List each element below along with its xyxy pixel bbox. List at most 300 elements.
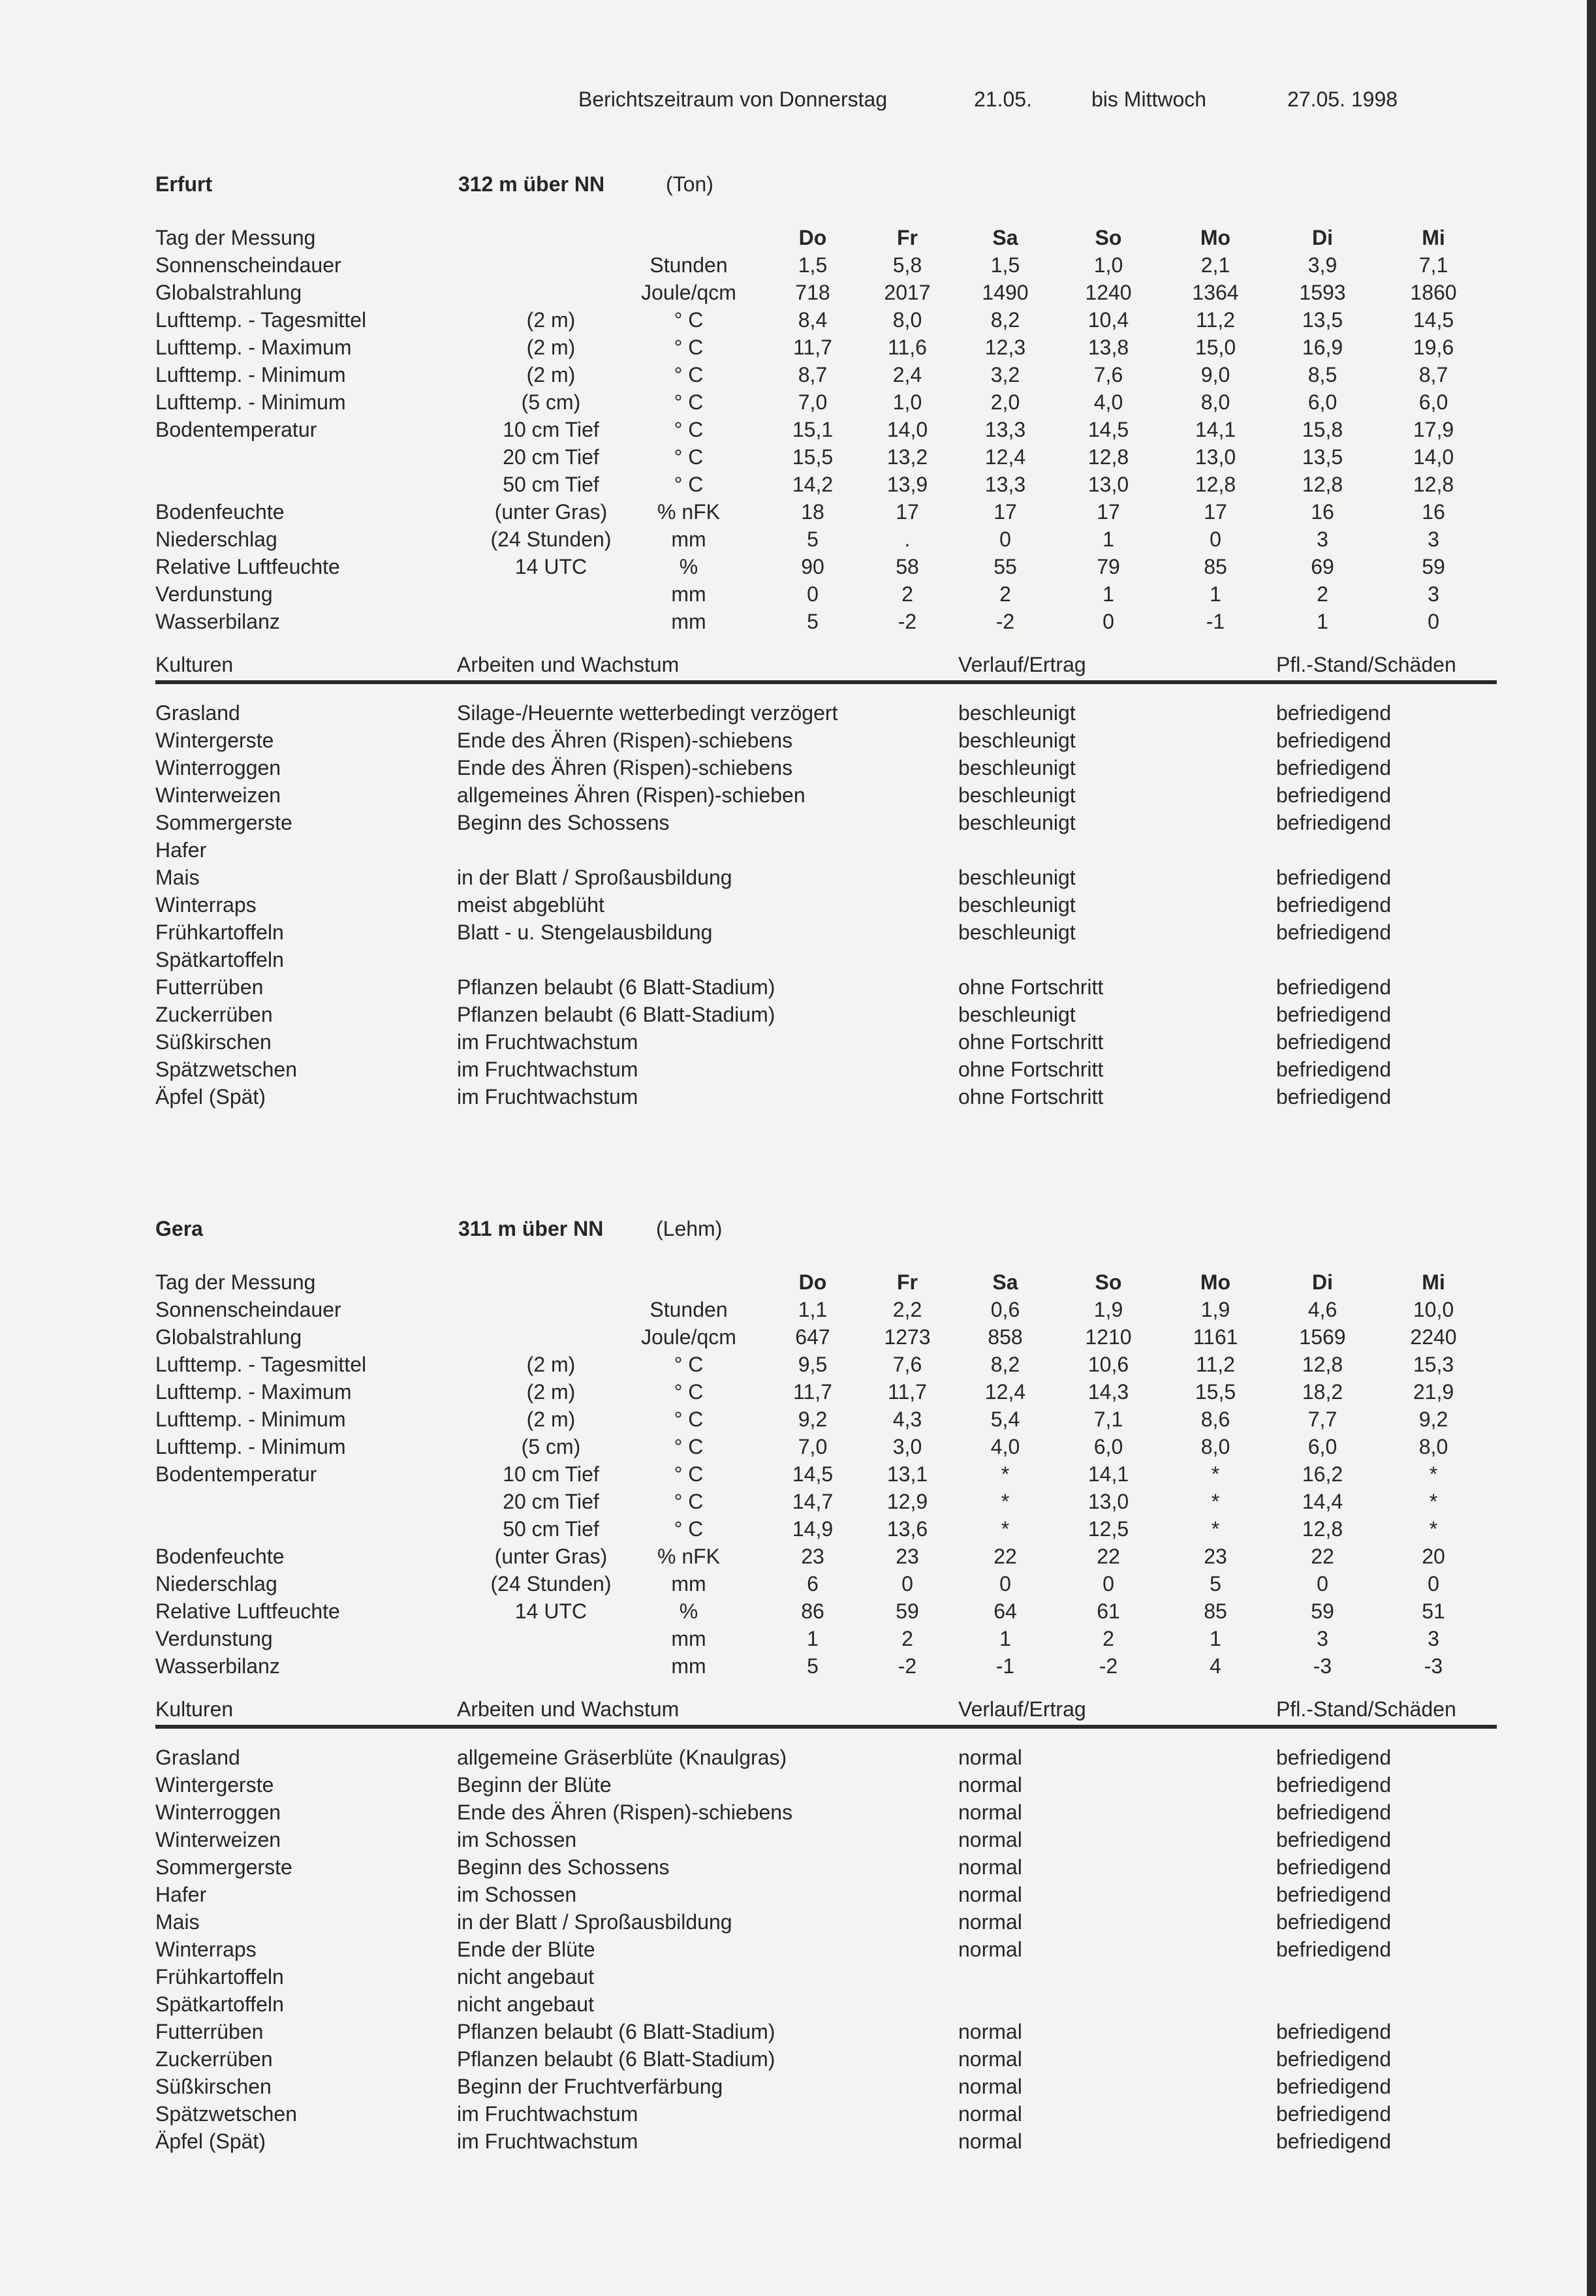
crop-name: Spätzwetschen [155, 1058, 298, 1081]
day-header: Mo [1200, 1270, 1231, 1294]
measure-label: Verdunstung [155, 582, 273, 606]
measure-unit: % [679, 1599, 698, 1623]
crop-name: Süßkirschen [155, 2075, 272, 2098]
measure-value: 1,5 [798, 253, 828, 277]
crop-work: im Schossen [457, 1828, 577, 1851]
measure-value: 12,5 [1087, 1517, 1129, 1541]
measure-value: 9,0 [1200, 363, 1230, 386]
measure-value: 1,9 [1093, 1298, 1123, 1321]
measure-label: Bodentemperatur [155, 418, 317, 441]
crop-name: Spätzwetschen [155, 2102, 298, 2126]
measure-value: 11,7 [793, 336, 832, 359]
measure-value: 6,0 [1307, 390, 1338, 414]
measure-value: 59 [896, 1599, 919, 1623]
measure-value: 10,6 [1087, 1353, 1129, 1376]
measure-value: 8,4 [798, 308, 828, 332]
crop-course: ohne Fortschritt [958, 1030, 1104, 1054]
measure-value: 14,4 [1302, 1490, 1343, 1513]
measure-label: Lufttemp. - Minimum [155, 1435, 346, 1458]
measure-value: -3 [1313, 1654, 1332, 1678]
measure-label: Bodenfeuchte [155, 500, 285, 524]
crop-name: Mais [155, 866, 200, 889]
crop-name: Winterweizen [155, 1828, 281, 1851]
measure-value: 90 [801, 555, 824, 578]
measure-value: 11,2 [1196, 308, 1235, 332]
measure-value: 17 [896, 500, 919, 524]
crop-name: Äpfel (Spät) [155, 2130, 266, 2153]
crop-work: Ende des Ähren (Rispen)-schiebens [457, 756, 793, 779]
measure-value: 12,8 [1302, 1353, 1343, 1376]
measure-unit: mm [671, 1654, 706, 1678]
measure-label: Wasserbilanz [155, 1654, 280, 1678]
crops-header-arbeiten: Arbeiten und Wachstum [457, 653, 680, 676]
measure-value: 13,5 [1302, 445, 1343, 469]
measure-value: 13,0 [1087, 1490, 1129, 1513]
crop-name: Zuckerrüben [155, 2047, 273, 2071]
measure-label: Tag der Messung [155, 226, 316, 249]
day-header: Sa [992, 226, 1018, 249]
crop-work: im Fruchtwachstum [457, 1085, 638, 1109]
crop-work: in der Blatt / Sproßausbildung [457, 1910, 732, 1934]
measure-value: 5 [1210, 1572, 1221, 1596]
day-header: Di [1312, 1270, 1333, 1294]
crop-name: Winterweizen [155, 783, 281, 807]
crop-name: Frühkartoffeln [155, 920, 284, 944]
crop-work: nicht angebaut [457, 1992, 594, 2016]
measure-value: 16 [1311, 500, 1334, 524]
measure-value: 18 [801, 500, 824, 524]
measure-value: 1 [1210, 1627, 1221, 1650]
measure-value: 7,1 [1418, 253, 1448, 277]
measure-value: * [1429, 1517, 1438, 1541]
measure-unit: mm [671, 610, 706, 633]
measure-label: Tag der Messung [155, 1270, 316, 1294]
crop-course: beschleunigt [958, 756, 1076, 779]
measure-label: Globalstrahlung [155, 281, 302, 304]
measure-value: 0,6 [990, 1298, 1020, 1321]
crop-state: befriedigend [1276, 756, 1392, 779]
measure-value: 3 [1428, 1627, 1439, 1650]
measure-value: 14,9 [792, 1517, 834, 1541]
measure-value: 1 [1317, 610, 1328, 633]
measure-value: 10,0 [1413, 1298, 1454, 1321]
measure-value: 9,2 [798, 1407, 828, 1431]
crop-work: allgemeines Ähren (Rispen)-schieben [457, 783, 806, 807]
measure-value: 1 [1103, 527, 1114, 551]
measure-unit: ° C [674, 1517, 704, 1541]
measure-value: 8,2 [990, 1353, 1020, 1376]
measure-value: * [1001, 1490, 1010, 1513]
measure-spec: 14 UTC [514, 555, 587, 578]
measure-label: Verdunstung [155, 1627, 273, 1650]
station-altitude: 311 m über NN [458, 1217, 604, 1240]
measure-value: 12,8 [1413, 473, 1454, 496]
measure-value: 1210 [1085, 1325, 1132, 1349]
day-header: Mo [1200, 226, 1231, 249]
crop-course: normal [958, 1938, 1022, 1961]
day-header: Sa [992, 1270, 1018, 1294]
measure-value: 11,2 [1196, 1353, 1235, 1376]
day-header: Do [798, 1270, 827, 1294]
section-divider [155, 1725, 1497, 1729]
crop-state: befriedigend [1276, 1801, 1392, 1824]
crop-state: befriedigend [1276, 1030, 1392, 1054]
measure-value: 858 [988, 1325, 1023, 1349]
crop-name: Frühkartoffeln [155, 1965, 284, 1989]
day-header: Mi [1422, 226, 1445, 249]
measure-value: -2 [898, 610, 917, 633]
crop-state: befriedigend [1276, 2075, 1392, 2098]
measure-value: 22 [1097, 1545, 1120, 1568]
measure-value: * [1001, 1517, 1010, 1541]
measure-value: 12,8 [1302, 1517, 1343, 1541]
measure-value: 16,9 [1302, 336, 1343, 359]
measure-value: 2017 [884, 281, 931, 304]
station-soil: (Ton) [666, 172, 713, 196]
crop-state: befriedigend [1276, 811, 1392, 834]
measure-unit: mm [671, 1572, 706, 1596]
measure-spec: (2 m) [526, 336, 576, 359]
crop-course: beschleunigt [958, 783, 1076, 807]
report-period-to-label: bis Mittwoch [1091, 87, 1207, 111]
measure-value: 13,0 [1195, 445, 1236, 469]
measure-value: 21,9 [1413, 1380, 1454, 1404]
section-divider [155, 680, 1497, 684]
measure-spec: (2 m) [526, 308, 576, 332]
measure-value: 0 [807, 582, 819, 606]
crop-work: in der Blatt / Sproßausbildung [457, 866, 732, 889]
measure-value: 23 [801, 1545, 824, 1568]
measure-value: 51 [1422, 1599, 1445, 1623]
measure-value: 0 [999, 1572, 1011, 1596]
crop-course: normal [958, 1910, 1022, 1934]
measure-value: 2,1 [1200, 253, 1230, 277]
measure-value: * [1211, 1517, 1220, 1541]
crop-name: Futterrüben [155, 975, 264, 999]
measure-label: Niederschlag [155, 527, 277, 551]
crop-state: befriedigend [1276, 1828, 1392, 1851]
measure-value: 15,5 [1195, 1380, 1236, 1404]
measure-value: 5 [807, 610, 819, 633]
measure-value: * [1429, 1490, 1438, 1513]
measure-unit: ° C [674, 336, 704, 359]
measure-value: 23 [1204, 1545, 1227, 1568]
measure-value: 4 [1210, 1654, 1221, 1678]
crop-name: Sommergerste [155, 811, 292, 834]
measure-value: 11,7 [888, 1380, 927, 1404]
measure-unit: ° C [674, 418, 704, 441]
measure-value: 19,6 [1413, 336, 1454, 359]
measure-spec: (unter Gras) [494, 1545, 608, 1568]
crops-header-verlauf: Verlauf/Ertrag [958, 653, 1086, 676]
crop-course: normal [958, 1855, 1022, 1879]
crop-state: befriedigend [1276, 2130, 1392, 2153]
measure-value: 12,8 [1302, 473, 1343, 496]
measure-label: Lufttemp. - Minimum [155, 1407, 346, 1431]
day-header: So [1095, 1270, 1122, 1294]
measure-value: 7,0 [798, 390, 828, 414]
measure-unit: ° C [674, 363, 704, 386]
measure-value: 4,3 [892, 1407, 922, 1431]
station-name: Gera [155, 1217, 203, 1240]
measure-value: 14,5 [1413, 308, 1454, 332]
crop-work: Beginn der Blüte [457, 1773, 612, 1797]
crop-work: Pflanzen belaubt (6 Blatt-Stadium) [457, 1003, 775, 1026]
crop-state: befriedigend [1276, 975, 1392, 999]
crop-course: normal [958, 2020, 1022, 2043]
crops-header-stand: Pfl.-Stand/Schäden [1276, 1697, 1456, 1721]
measure-value: 2,4 [892, 363, 922, 386]
measure-value: 647 [795, 1325, 830, 1349]
crops-header-kulturen: Kulturen [155, 653, 234, 676]
crop-name: Spätkartoffeln [155, 1992, 284, 2016]
crop-course: ohne Fortschritt [958, 1058, 1104, 1081]
measure-value: * [1211, 1490, 1220, 1513]
measure-label: Relative Luftfeuchte [155, 1599, 340, 1623]
measure-value: 16 [1422, 500, 1445, 524]
measure-value: 8,7 [798, 363, 828, 386]
crop-state: befriedigend [1276, 893, 1392, 917]
measure-value: 6 [807, 1572, 819, 1596]
crop-work: Pflanzen belaubt (6 Blatt-Stadium) [457, 2047, 775, 2071]
crop-work: Blatt - u. Stengelausbildung [457, 920, 713, 944]
measure-value: 22 [1311, 1545, 1334, 1568]
measure-value: 4,0 [990, 1435, 1020, 1458]
measure-unit: ° C [674, 1353, 704, 1376]
measure-unit: Joule/qcm [641, 1325, 736, 1349]
measure-unit: ° C [674, 1380, 704, 1404]
measure-unit: Joule/qcm [641, 281, 736, 304]
measure-value: 2 [1103, 1627, 1114, 1650]
measure-value: 5,8 [892, 253, 922, 277]
crop-state: befriedigend [1276, 1910, 1392, 1934]
crop-work: allgemeine Gräserblüte (Knaulgras) [457, 1746, 787, 1769]
measure-spec: 20 cm Tief [503, 445, 599, 469]
crop-course: normal [958, 2130, 1022, 2153]
measure-value: 61 [1097, 1599, 1120, 1623]
measure-value: 3,0 [892, 1435, 922, 1458]
measure-spec: (5 cm) [521, 1435, 581, 1458]
measure-value: 7,7 [1307, 1407, 1338, 1431]
crop-state: befriedigend [1276, 920, 1392, 944]
measure-value: 1,0 [1093, 253, 1123, 277]
measure-value: 14,1 [1087, 1462, 1129, 1486]
measure-value: 13,3 [984, 473, 1026, 496]
measure-value: -2 [995, 610, 1015, 633]
day-header: So [1095, 226, 1122, 249]
measure-value: 6,0 [1418, 390, 1448, 414]
crop-state: befriedigend [1276, 729, 1392, 752]
measure-value: 5,4 [990, 1407, 1020, 1431]
measure-unit: % [679, 555, 698, 578]
measure-value: 17 [994, 500, 1017, 524]
crop-name: Äpfel (Spät) [155, 1085, 266, 1109]
station-name: Erfurt [155, 172, 213, 196]
crop-name: Futterrüben [155, 2020, 264, 2043]
crops-header-kulturen: Kulturen [155, 1697, 234, 1721]
crop-name: Wintergerste [155, 1773, 274, 1797]
measure-value: 12,4 [984, 1380, 1026, 1404]
measure-value: -2 [1099, 1654, 1118, 1678]
measure-unit: % nFK [657, 500, 721, 524]
measure-label: Bodentemperatur [155, 1462, 317, 1486]
crop-work: Silage-/Heuernte wetterbedingt verzögert [457, 701, 838, 725]
day-header: Fr [897, 1270, 918, 1294]
day-header: Do [798, 226, 827, 249]
measure-value: 8,0 [1200, 1435, 1230, 1458]
measure-value: 7,6 [1093, 363, 1123, 386]
crop-work: Ende der Blüte [457, 1938, 595, 1961]
measure-value: 12,4 [984, 445, 1026, 469]
measure-value: 1569 [1299, 1325, 1346, 1349]
crop-course: normal [958, 1828, 1022, 1851]
measure-value: 64 [994, 1599, 1017, 1623]
measure-spec: (2 m) [526, 1380, 576, 1404]
measure-label: Sonnenscheindauer [155, 253, 341, 277]
measure-value: 11,7 [793, 1380, 832, 1404]
measure-value: 2 [901, 582, 913, 606]
measure-value: 55 [994, 555, 1017, 578]
measure-value: 0 [901, 1572, 913, 1596]
report-period-from: 21.05. [974, 87, 1032, 111]
crop-course: ohne Fortschritt [958, 1085, 1104, 1109]
crop-state: befriedigend [1276, 1746, 1392, 1769]
crop-course: beschleunigt [958, 866, 1076, 889]
measure-spec: (24 Stunden) [490, 527, 612, 551]
measure-value: -1 [1206, 610, 1225, 633]
measure-value: 18,2 [1302, 1380, 1343, 1404]
crop-name: Zuckerrüben [155, 1003, 273, 1026]
measure-label: Lufttemp. - Maximum [155, 336, 352, 359]
crop-name: Winterroggen [155, 756, 281, 779]
measure-value: 1 [1103, 582, 1114, 606]
measure-value: 2,0 [990, 390, 1020, 414]
measure-value: 14,2 [792, 473, 834, 496]
crop-name: Winterroggen [155, 1801, 281, 1824]
measure-value: 11,6 [888, 336, 927, 359]
measure-value: 12,8 [1087, 445, 1129, 469]
crop-state: befriedigend [1276, 2047, 1392, 2071]
crop-work: Beginn des Schossens [457, 1855, 670, 1879]
measure-value: 7,6 [892, 1353, 922, 1376]
measure-label: Lufttemp. - Minimum [155, 390, 346, 414]
measure-value: 3 [1317, 1627, 1328, 1650]
measure-value: 0 [1103, 1572, 1114, 1596]
measure-unit: ° C [674, 1407, 704, 1431]
crop-course: normal [958, 2047, 1022, 2071]
measure-value: 1 [1210, 582, 1221, 606]
measure-unit: % nFK [657, 1545, 721, 1568]
crop-state: befriedigend [1276, 1085, 1392, 1109]
crop-name: Grasland [155, 1746, 240, 1769]
measure-value: 0 [1210, 527, 1221, 551]
crop-work: Ende des Ähren (Rispen)-schiebens [457, 729, 793, 752]
day-header: Mi [1422, 1270, 1445, 1294]
measure-value: 12,8 [1195, 473, 1236, 496]
crop-work: im Fruchtwachstum [457, 1058, 638, 1081]
measure-value: 1 [807, 1627, 819, 1650]
crop-course: normal [958, 2075, 1022, 2098]
crop-work: Pflanzen belaubt (6 Blatt-Stadium) [457, 2020, 775, 2043]
day-header: Di [1312, 226, 1333, 249]
measure-spec: 20 cm Tief [503, 1490, 599, 1513]
measure-value: 8,7 [1418, 363, 1448, 386]
crop-state: befriedigend [1276, 783, 1392, 807]
measure-value: 59 [1311, 1599, 1334, 1623]
measure-value: 13,0 [1087, 473, 1129, 496]
measure-value: 14,0 [1413, 445, 1454, 469]
measure-label: Lufttemp. - Minimum [155, 363, 346, 386]
measure-spec: 10 cm Tief [503, 1462, 599, 1486]
crop-state: befriedigend [1276, 1883, 1392, 1906]
report-period-to: 27.05. 1998 [1287, 87, 1398, 111]
measure-value: 1,1 [798, 1298, 828, 1321]
measure-value: 17,9 [1413, 418, 1454, 441]
measure-spec: (2 m) [526, 363, 576, 386]
page-edge [1587, 0, 1596, 2296]
measure-value: 1240 [1085, 281, 1132, 304]
measure-value: 14,5 [1087, 418, 1129, 441]
crop-state: befriedigend [1276, 1003, 1392, 1026]
measure-unit: ° C [674, 445, 704, 469]
measure-unit: ° C [674, 1490, 704, 1513]
measure-value: 20 [1422, 1545, 1445, 1568]
measure-value: 1273 [884, 1325, 931, 1349]
measure-value: -3 [1424, 1654, 1443, 1678]
crop-state: befriedigend [1276, 701, 1392, 725]
crop-name: Hafer [155, 838, 207, 862]
measure-spec: (2 m) [526, 1407, 576, 1431]
measure-unit: Stunden [649, 253, 728, 277]
measure-unit: mm [671, 1627, 706, 1650]
crop-state: befriedigend [1276, 1058, 1392, 1081]
measure-spec: 50 cm Tief [503, 473, 599, 496]
measure-value: 2 [999, 582, 1011, 606]
crop-work: im Schossen [457, 1883, 577, 1906]
measure-label: Lufttemp. - Tagesmittel [155, 1353, 367, 1376]
measure-value: 6,0 [1307, 1435, 1338, 1458]
measure-value: 2 [901, 1627, 913, 1650]
day-header: Fr [897, 226, 918, 249]
report-period-prefix: Berichtszeitraum von Donnerstag [578, 87, 888, 111]
measure-value: 13,2 [886, 445, 928, 469]
crop-work: im Fruchtwachstum [457, 2130, 638, 2153]
crop-name: Winterraps [155, 893, 257, 917]
measure-value: 13,9 [886, 473, 928, 496]
crop-work: nicht angebaut [457, 1965, 594, 1989]
measure-value: * [1001, 1462, 1010, 1486]
measure-value: 15,0 [1195, 336, 1236, 359]
measure-label: Lufttemp. - Tagesmittel [155, 308, 367, 332]
crop-work: im Fruchtwachstum [457, 1030, 638, 1054]
crop-name: Winterraps [155, 1938, 257, 1961]
measure-value: 7,1 [1093, 1407, 1123, 1431]
crop-course: beschleunigt [958, 701, 1076, 725]
measure-label: Sonnenscheindauer [155, 1298, 341, 1321]
measure-label: Bodenfeuchte [155, 1545, 285, 1568]
crop-course: normal [958, 1801, 1022, 1824]
measure-value: 14,7 [792, 1490, 834, 1513]
measure-value: 4,6 [1307, 1298, 1338, 1321]
measure-value: 1860 [1410, 281, 1457, 304]
crop-course: beschleunigt [958, 1003, 1076, 1026]
crops-header-stand: Pfl.-Stand/Schäden [1276, 653, 1456, 676]
measure-value: 2 [1317, 582, 1328, 606]
measure-value: 86 [801, 1599, 824, 1623]
measure-spec: 14 UTC [514, 1599, 587, 1623]
measure-value: 1490 [982, 281, 1029, 304]
crop-state: befriedigend [1276, 1773, 1392, 1797]
